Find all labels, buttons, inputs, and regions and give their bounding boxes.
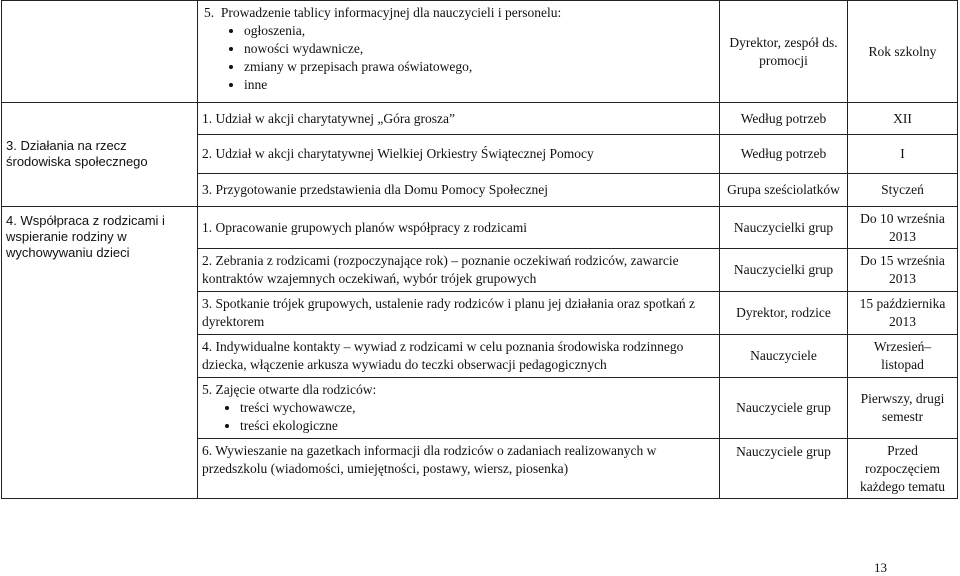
- list-item: • inne: [244, 76, 715, 94]
- activity-text: 6. Wywieszanie na gazetkach informacji dla rodziców o zadaniach realizowanych w przedszkolu (wiadomości, umiejętności, postawy, wiersz, piosenka): [202, 443, 657, 476]
- list-item: • treści wychowawcze,: [240, 399, 715, 417]
- responsible-cell: [720, 135, 848, 174]
- bullet-list: [202, 399, 715, 435]
- responsible-cell: [720, 378, 848, 439]
- activity-cell: [198, 439, 720, 499]
- responsible-text: Według potrzeb: [740, 146, 827, 161]
- deadline-cell: [848, 249, 958, 292]
- activity-text: 1. Opracowanie grupowych planów współpracy z rodzicami: [202, 219, 528, 235]
- responsible-text: Nauczycielki grup: [733, 262, 834, 277]
- deadline-cell: [848, 335, 958, 378]
- activity-text: Prowadzenie tablicy informacyjnej dla nauczycieli i personelu:: [220, 5, 562, 20]
- responsible-text: Nauczyciele grup: [736, 444, 831, 459]
- category-text: 3. Działania na rzecz środowiska społecznego: [6, 137, 148, 169]
- activity-number: 5.: [204, 5, 215, 20]
- activity-cell: [198, 292, 720, 335]
- deadline-text: Rok szkolny: [868, 43, 937, 59]
- deadline-text: Wrzesień– listopad: [873, 339, 932, 372]
- deadline-cell: [848, 439, 958, 499]
- activity-text: 5. Zajęcie otwarte dla rodziców:: [202, 382, 377, 397]
- activity-text: 2. Udział w akcji charytatywnej Wielkiej Orkiestry Świątecznej Pomocy: [202, 146, 594, 161]
- activity-text: 4. Indywidualne kontakty – wywiad z rodzicami w celu poznania środowiska rodzinnego dziecka, włączenie arkusza wywiadu do teczki obserwacji pedagogicznych: [202, 339, 684, 372]
- plan-table: [1, 0, 958, 499]
- deadline-cell: [848, 292, 958, 335]
- responsible-text: Nauczyciele grup: [736, 400, 831, 415]
- list-item: • zmiany w przepisach prawa oświatowego,: [244, 58, 715, 76]
- deadline-cell: [848, 378, 958, 439]
- category-cell: [2, 103, 198, 207]
- responsible-text: Grupa sześciolatków: [727, 182, 840, 197]
- table-row: [2, 207, 958, 249]
- deadline-text: Przed rozpoczęciem każdego tematu: [859, 442, 946, 494]
- activity-text: 2. Zebrania z rodzicami (rozpoczynające rok) – poznanie oczekiwań rodziców, zawarcie kontraktów wzajemnych oczekiwań, wybór trójek grupowych: [202, 253, 679, 286]
- activity-cell: [198, 249, 720, 292]
- table-row: [2, 103, 958, 135]
- responsible-cell: [720, 292, 848, 335]
- list-item: • ogłoszenia,: [244, 22, 715, 40]
- responsible-cell: [720, 174, 848, 207]
- deadline-cell: [848, 207, 958, 249]
- responsible-text: Dyrektor, rodzice: [736, 305, 831, 320]
- activity-cell: [198, 103, 720, 135]
- deadline-text: Styczeń: [881, 182, 924, 197]
- deadline-text: I: [900, 146, 905, 161]
- activity-text: 3. Spotkanie trójek grupowych, ustalenie rady rodziców i planu jej działania oraz spotkań z dyrektorem: [202, 296, 695, 329]
- category-cell-empty: [2, 1, 198, 103]
- activity-cell: [198, 378, 720, 439]
- category-text: 4. Współpraca z rodzicami i wspieranie rodziny w wychowywaniu dzieci: [6, 213, 165, 260]
- list-item: • nowości wydawnicze,: [244, 40, 715, 58]
- responsible-text: Według potrzeb: [740, 110, 827, 126]
- deadline-text: 15 października 2013: [859, 296, 946, 329]
- responsible-cell: [720, 103, 848, 135]
- responsible-text: Dyrektor, zespół ds. promocji: [729, 34, 838, 68]
- activity-cell: [198, 174, 720, 207]
- activity-cell: [198, 207, 720, 249]
- deadline-cell: [848, 1, 958, 103]
- responsible-text: Nauczyciele: [750, 348, 817, 363]
- activity-text: 1. Udział w akcji charytatywnej „Góra grosza”: [202, 110, 456, 126]
- deadline-text: XII: [893, 110, 912, 126]
- deadline-cell: [848, 135, 958, 174]
- responsible-cell: [720, 207, 848, 249]
- responsible-cell: [720, 335, 848, 378]
- list-item: • treści ekologiczne: [240, 417, 715, 435]
- table-row: [2, 1, 958, 103]
- deadline-text: Do 10 września 2013: [860, 210, 945, 244]
- activity-cell: [198, 135, 720, 174]
- deadline-cell: [848, 174, 958, 207]
- activity-cell: [198, 1, 720, 103]
- responsible-text: Nauczycielki grup: [733, 219, 834, 235]
- activity-text: 3. Przygotowanie przedstawienia dla Domu Pomocy Społecznej: [202, 182, 549, 197]
- page-number: 13: [874, 560, 887, 575]
- activity-cell: [198, 335, 720, 378]
- deadline-cell: [848, 103, 958, 135]
- responsible-cell: [720, 1, 848, 103]
- bullet-list: [202, 22, 715, 94]
- category-cell: [2, 207, 198, 499]
- deadline-text: Pierwszy, drugi semestr: [860, 391, 945, 424]
- deadline-text: Do 15 września 2013: [860, 253, 945, 286]
- responsible-cell: [720, 439, 848, 499]
- responsible-cell: [720, 249, 848, 292]
